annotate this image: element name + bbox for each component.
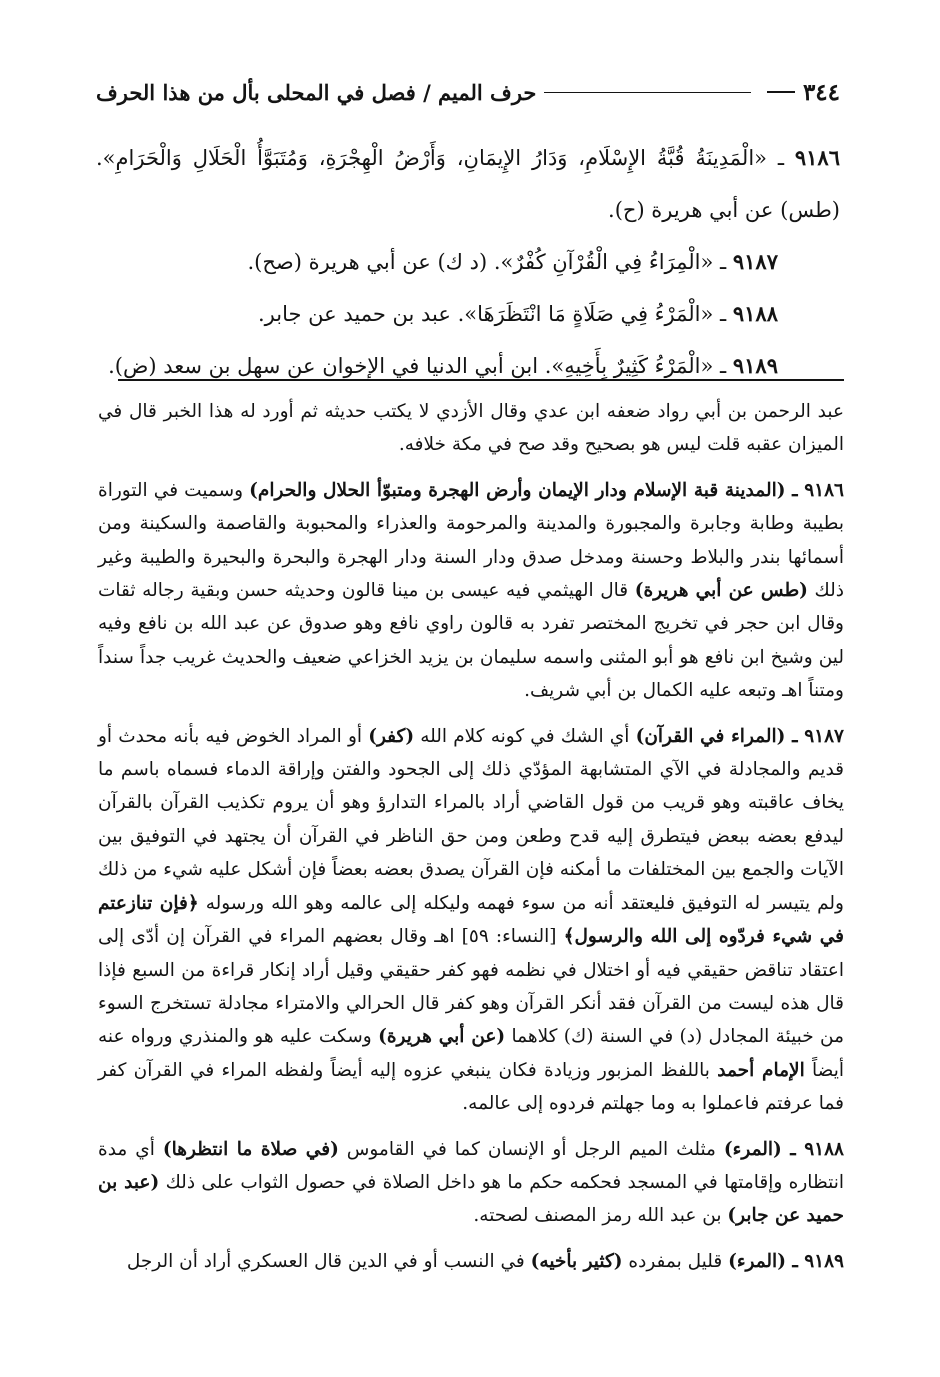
hadith-matn-section xyxy=(96,132,840,392)
hadith-number: ٩١٨٧ xyxy=(732,249,778,274)
commentary-text: بن عبد الله رمز المصنف لصحته. xyxy=(473,1205,728,1227)
commentary-paragraph xyxy=(98,474,844,708)
emphasis: الإمام أحمد xyxy=(717,1059,805,1081)
commentary-text: وسميت في التوراة بطيبة وطابة وجابرة والمجبورة والمدينة والمرحومة والعذراء والمحبوبة والقاصمة والسكينة ومن أسمائها بندر والبلاط وحسنة ومدخل صدق ودار السنة ودار الهجرة والبحرة والبحيرة والطيبة وغير ذلك xyxy=(98,479,844,602)
matn-quote: (في صلاة ما انتظرها) xyxy=(162,1138,339,1160)
hadith-text: «الْمَدِينَةُ قُبَّةُ الإِسْلَامِ، وَدَارُ الإِيمَانِ، وَأَرْضُ الْهِجْرَةِ، وَمُتَبَوَّأُ الْحَلَالِ وَالْحَرَامِ». (طس) عن أبي هريرة (ح). xyxy=(96,146,840,222)
commentary-text: باللفظ المزبور وزيادة فكان ينبغي عزوه إليه أيضاً ولفظه المراء في القرآن كفر فما عرفتم فاعملوا به وما جهلتم فردوه إلى عالمه. xyxy=(98,1059,844,1115)
commentary-lead: ٩١٨٧ ـ (المراء في القرآن) xyxy=(635,725,844,747)
commentary-lead: ٩١٨٩ ـ (المرء) xyxy=(728,1250,844,1272)
commentary-text: أي الشك في كونه كلام الله xyxy=(414,725,636,747)
hadith-entry: ٩١٨٩ ـ «الْمَرْءُ كَثِيرٌ بِأَخِيهِ». ابن أبي الدنيا في الإخوان عن سهل بن سعد (ض). xyxy=(108,353,778,378)
commentary-text: مثلث الميم الرجل أو الإنسان كما في القاموس xyxy=(338,1138,724,1160)
commentary-text: عبد الرحمن بن أبي رواد ضعفه ابن عدي وقال الأزدي لا يكتب حديثه ثم أورد له هذا الخبر قال في الميزان عقبه قلت ليس هو بصحيح وقد صح في مكة خلافه. xyxy=(98,401,844,456)
hadith-text: «الْمَرْءُ فِي صَلَاةٍ مَا انْتَظَرَهَا». عبد بن حميد عن جابر. xyxy=(258,302,714,326)
hadith-entry: ٩١٨٧ ـ «الْمِرَاءُ فِي الْقُرْآنِ كُفْرٌ». (د ك) عن أبي هريرة (صح). xyxy=(247,249,778,274)
commentary-paragraph xyxy=(98,1245,844,1278)
commentary-text: أو المراد الخوض فيه بأنه محدث أو قديم والمجادلة في الآي المتشابهة المؤدّي ذلك إلى الجحود والفتن وإراقة الدماء فسماه باسم ما يخاف عاقبته وهو قريب من قول القاضي أراد بالمراء التدارؤ وهو أن يروم تكذيب القرآن بالقرآن ليدفع بعضه ببعض فيتطرق إليه قدح وطعن ومن حق الناظر في القرآن أن يجتهد في التوفيق بين الآيات والجمع بين المختلفات ما أمكنه فإن القرآن يصدق بعضه بعضاً فإن أشكل عليه شيء من ذلك ولم يتيسر له التوفيق فليعتقد أنه من سوء فهمه وليكله إلى عالمه وهو الله ورسوله xyxy=(98,725,844,914)
commentary-paragraph xyxy=(98,1133,844,1233)
matn-quote: (كفر) xyxy=(368,725,415,747)
section-divider xyxy=(118,379,844,381)
source-reference: (عبد بن حميد عن جابر) xyxy=(98,1171,844,1227)
commentary-text: في النسب أو في الدين قال العسكري أراد أن الرجل xyxy=(126,1250,531,1272)
commentary-text: وسكت عليه هو والمنذري ورواه عنه أيضاً xyxy=(98,1026,844,1081)
commentary-paragraph xyxy=(98,720,844,1121)
hadith-text: «الْمَرْءُ كَثِيرٌ بِأَخِيهِ». ابن أبي الدنيا في الإخوان عن سهل بن سعد (ض). xyxy=(108,354,714,378)
source-reference: (طس عن أبي هريرة) xyxy=(634,580,808,602)
commentary-lead: ٩١٨٨ ـ (المرء) xyxy=(723,1138,844,1160)
commentary-paragraph xyxy=(98,395,844,462)
hadith-number: ٩١٨٨ xyxy=(732,301,778,326)
commentary-text: قال الهيثمي فيه عيسى بن مينا قالون وحديثه حسن وبقية رجاله ثقات وقال ابن حجر في تخريج المختصر تفرد به قالون راوي نافع وهو صدوق عن عبد الله بن نافع وفيه لين وشيخ ابن نافع هو أبو المثنى واسمه سليمان بن يزيد الخزاعي ضعيف والحديث غريب جداً سنداً ومتناً اهـ وتبعه عليه الكمال بن أبي شريف. xyxy=(98,580,844,702)
header-dash xyxy=(767,91,795,93)
header-rule xyxy=(544,92,751,93)
header-title: حرف الميم / فصل في المحلى بأل من هذا الحرف xyxy=(96,79,537,105)
hadith-entry: ٩١٨٨ ـ «الْمَرْءُ فِي صَلَاةٍ مَا انْتَظَرَهَا». عبد بن حميد عن جابر. xyxy=(258,301,778,326)
commentary-lead: ٩١٨٦ ـ (المدينة قبة الإسلام ودار الإيمان وأرض الهجرة ومتبوّأ الحلال والحرام) xyxy=(249,479,844,501)
commentary-section xyxy=(98,395,844,1290)
commentary-text: قليل بمفرده xyxy=(622,1250,729,1272)
source-reference: (عن أبي هريرة) xyxy=(378,1026,506,1048)
hadith-entry: ٩١٨٦ ـ «الْمَدِينَةُ قُبَّةُ الإِسْلَامِ، وَدَارُ الإِيمَانِ، وَأَرْضُ الْهِجْرَةِ، وَمُتَبَوَّأُ الْحَلَالِ وَالْحَرَامِ». (طس) عن أبي هريرة (ح). xyxy=(96,145,840,222)
hadith-text: «الْمِرَاءُ فِي الْقُرْآنِ كُفْرٌ». (د ك) عن أبي هريرة (صح). xyxy=(247,250,714,274)
commentary-text: [النساء: ٥٩] اهـ وقال بعضهم المراء في القرآن إن أدّى إلى اعتقاد تناقض حقيقي فيه أو اختلال في نظمه فهو كفر حقيقي وقيل أراد إنكار قراءة من السبع فإذا قال هذه ليست من القرآن فقد أنكر القرآن وهو كفر قال الحرالي والامتراء مجادلة تستخرج السوء من خبيئة المجادل (د) في السنة (ك) كلاهما xyxy=(98,926,844,1048)
commentary-text: أي مدة انتظاره وإقامتها في المسجد فحكمه حكم ما هو داخل الصلاة في حصول الثواب على ذلك xyxy=(98,1138,844,1193)
running-header xyxy=(96,72,840,112)
quran-verse: ﴿فإن تنازعتم في شيء فردّوه إلى الله والرسول﴾ xyxy=(98,892,844,948)
hadith-number: ٩١٨٦ xyxy=(794,145,840,170)
hadith-number: ٩١٨٩ xyxy=(732,353,778,378)
matn-quote: (كثير بأخيه) xyxy=(530,1250,623,1272)
page-number: ٣٤٤ xyxy=(802,78,840,106)
